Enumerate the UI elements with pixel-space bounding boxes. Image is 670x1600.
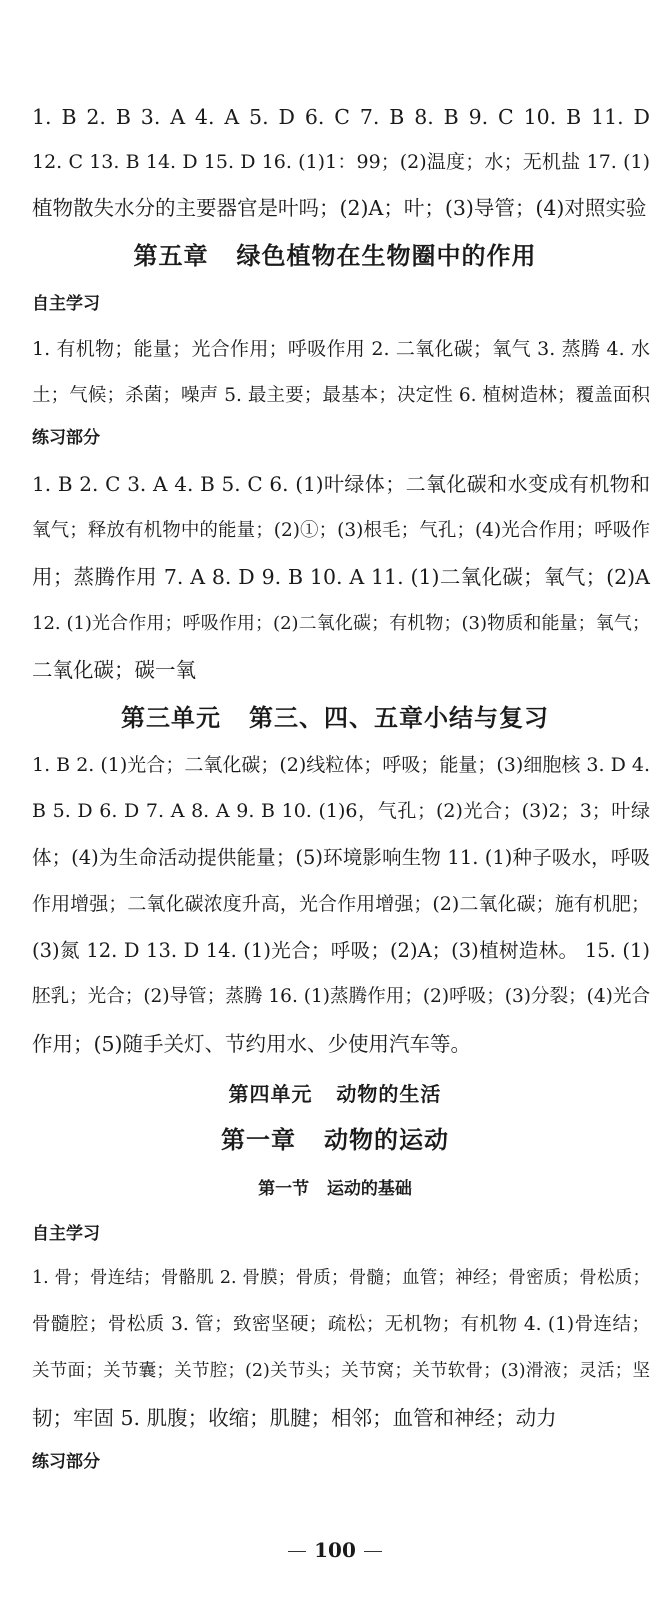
answer-line: 关节面；关节囊；关节腔；(2)关节头；关节窝；关节软骨；(3)滑液；灵活；坚	[32, 1361, 650, 1381]
dash-decoration	[288, 1551, 306, 1552]
section-label-practice: 练习部分	[32, 428, 100, 448]
answer-line: B 5. D 6. D 7. A 8. A 9. B 10. (1)6，气孔；(2)光合；(3)2；3；叶绿	[32, 800, 650, 822]
answer-line: 1. 骨；骨连结；骨骼肌 2. 骨膜；骨质；骨髓；血管；神经；骨密质；骨松质；	[32, 1268, 650, 1288]
section-label-practice: 练习部分	[32, 1452, 100, 1472]
answer-line: 12. (1)光合作用；呼吸作用；(2)二氧化碳；有机物；(3)物质和能量；氧气；	[32, 613, 650, 634]
chapter-title: 第一章 动物的运动	[220, 1125, 450, 1154]
answer-line: 作用；(5)随手关灯、节约用水、少使用汽车等。	[32, 1032, 472, 1056]
unit-title: 第四单元 动物的生活	[228, 1082, 442, 1106]
answer-line: 韧；牢固 5. 肌腹；收缩；肌腱；相邻；血管和神经；动力	[32, 1406, 557, 1430]
answer-line: 体；(4)为生命活动提供能量；(5)环境影响生物 11. (1)种子吸水，呼吸	[32, 846, 650, 869]
answer-line: 1. B 2. B 3. A 4. A 5. D 6. C 7. B 8. B 9. C 10. B 11. D	[32, 105, 650, 129]
answer-line: 1. B 2. C 3. A 4. B 5. C 6. (1)叶绿体；二氧化碳和水变成有机物和	[32, 472, 650, 496]
section-title: 第一节 运动的基础	[258, 1179, 412, 1199]
answer-line: 1. B 2. (1)光合；二氧化碳；(2)线粒体；呼吸；能量；(3)细胞核 3. D 4.	[32, 754, 650, 776]
answer-line: (3)氮 12. D 13. D 14. (1)光合；呼吸；(2)A；(3)植树造林。 15. (1)	[32, 939, 650, 962]
answer-line: 二氧化碳；碳一氧	[32, 658, 196, 682]
answer-line: 氧气；释放有机物中的能量；(2)①；(3)根毛；气孔；(4)光合作用；呼吸作	[32, 520, 650, 541]
dash-decoration	[364, 1551, 382, 1552]
answer-line: 土；气候；杀菌；噪声 5. 最主要；最基本；决定性 6. 植树造林；覆盖面积	[32, 385, 650, 406]
page-number-text: 100	[314, 1538, 356, 1562]
section-label-self-study: 自主学习	[32, 1224, 100, 1244]
review-title: 第三单元 第三、四、五章小结与复习	[120, 703, 550, 732]
answer-line: 作用增强；二氧化碳浓度升高，光合作用增强；(2)二氧化碳；施有机肥；	[32, 893, 650, 915]
section-label-self-study: 自主学习	[32, 294, 100, 314]
chapter-title: 第五章 绿色植物在生物圈中的作用	[133, 241, 537, 270]
answer-line: 骨髓腔；骨松质 3. 管；致密坚硬；疏松；无机物；有机物 4. (1)骨连结；	[32, 1314, 650, 1335]
answer-line: 1. 有机物；能量；光合作用；呼吸作用 2. 二氧化碳；氧气 3. 蒸腾 4. 水	[32, 338, 650, 360]
answer-line: 胚乳；光合；(2)导管；蒸腾 16. (1)蒸腾作用；(2)呼吸；(3)分裂；(4)光合	[32, 986, 650, 1007]
answer-line: 植物散失水分的主要器官是叶吗；(2)A；叶；(3)导管；(4)对照实验	[32, 196, 647, 220]
answer-line: 用；蒸腾作用 7. A 8. D 9. B 10. A 11. (1)二氧化碳；氧气；(2)A	[32, 565, 650, 589]
answer-line: 12. C 13. B 14. D 15. D 16. (1)1：99；(2)温度；水；无机盐 17. (1)	[32, 151, 650, 173]
page-number	[0, 1538, 670, 1562]
